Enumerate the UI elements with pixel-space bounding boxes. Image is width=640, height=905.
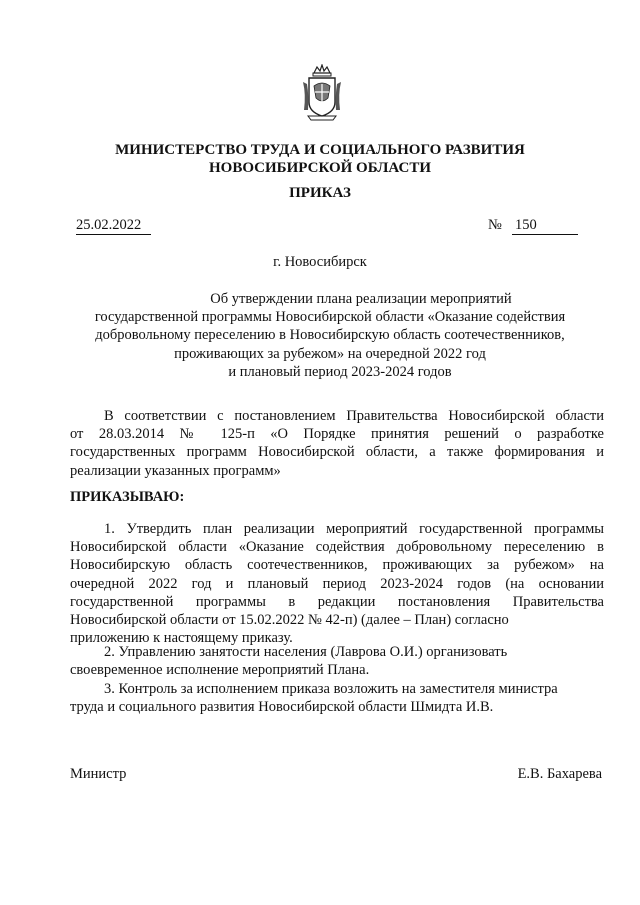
order-item-1 <box>70 520 604 647</box>
item-line: своевременное исполнение мероприятий Плана. <box>70 662 370 679</box>
order-subject <box>60 290 600 381</box>
item-line: Новосибирской области «Оказание содействия добровольному переселению в <box>70 539 604 556</box>
order-number: 150 <box>512 216 578 235</box>
coat-of-arms-emblem <box>300 64 344 122</box>
item-line: приложению к настоящему приказу. <box>70 630 293 647</box>
subject-line: и плановый период 2023-2024 годов <box>228 363 452 380</box>
subject-line: Об утверждении плана реализации мероприятий <box>210 291 512 307</box>
signatory-name: Е.В. Бахарева <box>517 766 602 782</box>
item-line: 3. Контроль за исполнением приказа возложить на заместителя министра <box>104 681 558 697</box>
ministry-name <box>0 141 640 177</box>
item-line: очередной 2022 год и плановый период 2023-2024 годов (на основании <box>70 575 604 592</box>
order-date: 25.02.2022 <box>76 216 151 235</box>
ministry-name-line2: НОВОСИБИРСКОЙ ОБЛАСТИ <box>208 160 432 176</box>
order-item-3 <box>70 680 604 716</box>
order-item-2 <box>70 643 604 679</box>
subject-line: добровольному переселению в Новосибирскую область соотечественников, <box>95 327 565 344</box>
basis-line: В соответствии с постановлением Правительства Новосибирской области <box>104 408 604 424</box>
basis-paragraph <box>70 407 604 480</box>
order-heading: ПРИКАЗЫВАЮ: <box>70 489 185 505</box>
document-type-title: ПРИКАЗ <box>289 185 351 201</box>
basis-line: от 28.03.2014 № 125-п «О Порядке принятия решений о разработке <box>70 426 604 443</box>
number-sign: № <box>488 217 502 233</box>
item-line: труда и социального развития Новосибирской области Шмидта И.В. <box>70 699 494 716</box>
item-line: Новосибирской области от 15.02.2022 № 42-п) (далее – План) согласно <box>70 612 509 629</box>
subject-line: проживающих за рубежом» на очередной 2022 год <box>174 345 486 362</box>
basis-line: государственных программ Новосибирской области, а также формирования и <box>70 444 604 461</box>
basis-line: реализации указанных программ» <box>70 462 281 479</box>
city-line: г. Новосибирск <box>273 254 367 270</box>
subject-line: государственной программы Новосибирской области «Оказание содействия <box>94 309 566 326</box>
item-line: 2. Управлению занятости населения (Лаврова О.И.) организовать <box>104 644 508 660</box>
item-line: Новосибирскую область соотечественников, проживающих за рубежом» на <box>70 557 604 574</box>
signatory-role: Министр <box>70 766 127 782</box>
ministry-name-line1: МИНИСТЕРСТВО ТРУДА И СОЦИАЛЬНОГО РАЗВИТИЯ <box>115 142 525 158</box>
item-line: 1. Утвердить план реализации мероприятий государственной программы <box>104 521 604 537</box>
item-line: государственной программы в редакции постановления Правительства <box>70 593 604 610</box>
